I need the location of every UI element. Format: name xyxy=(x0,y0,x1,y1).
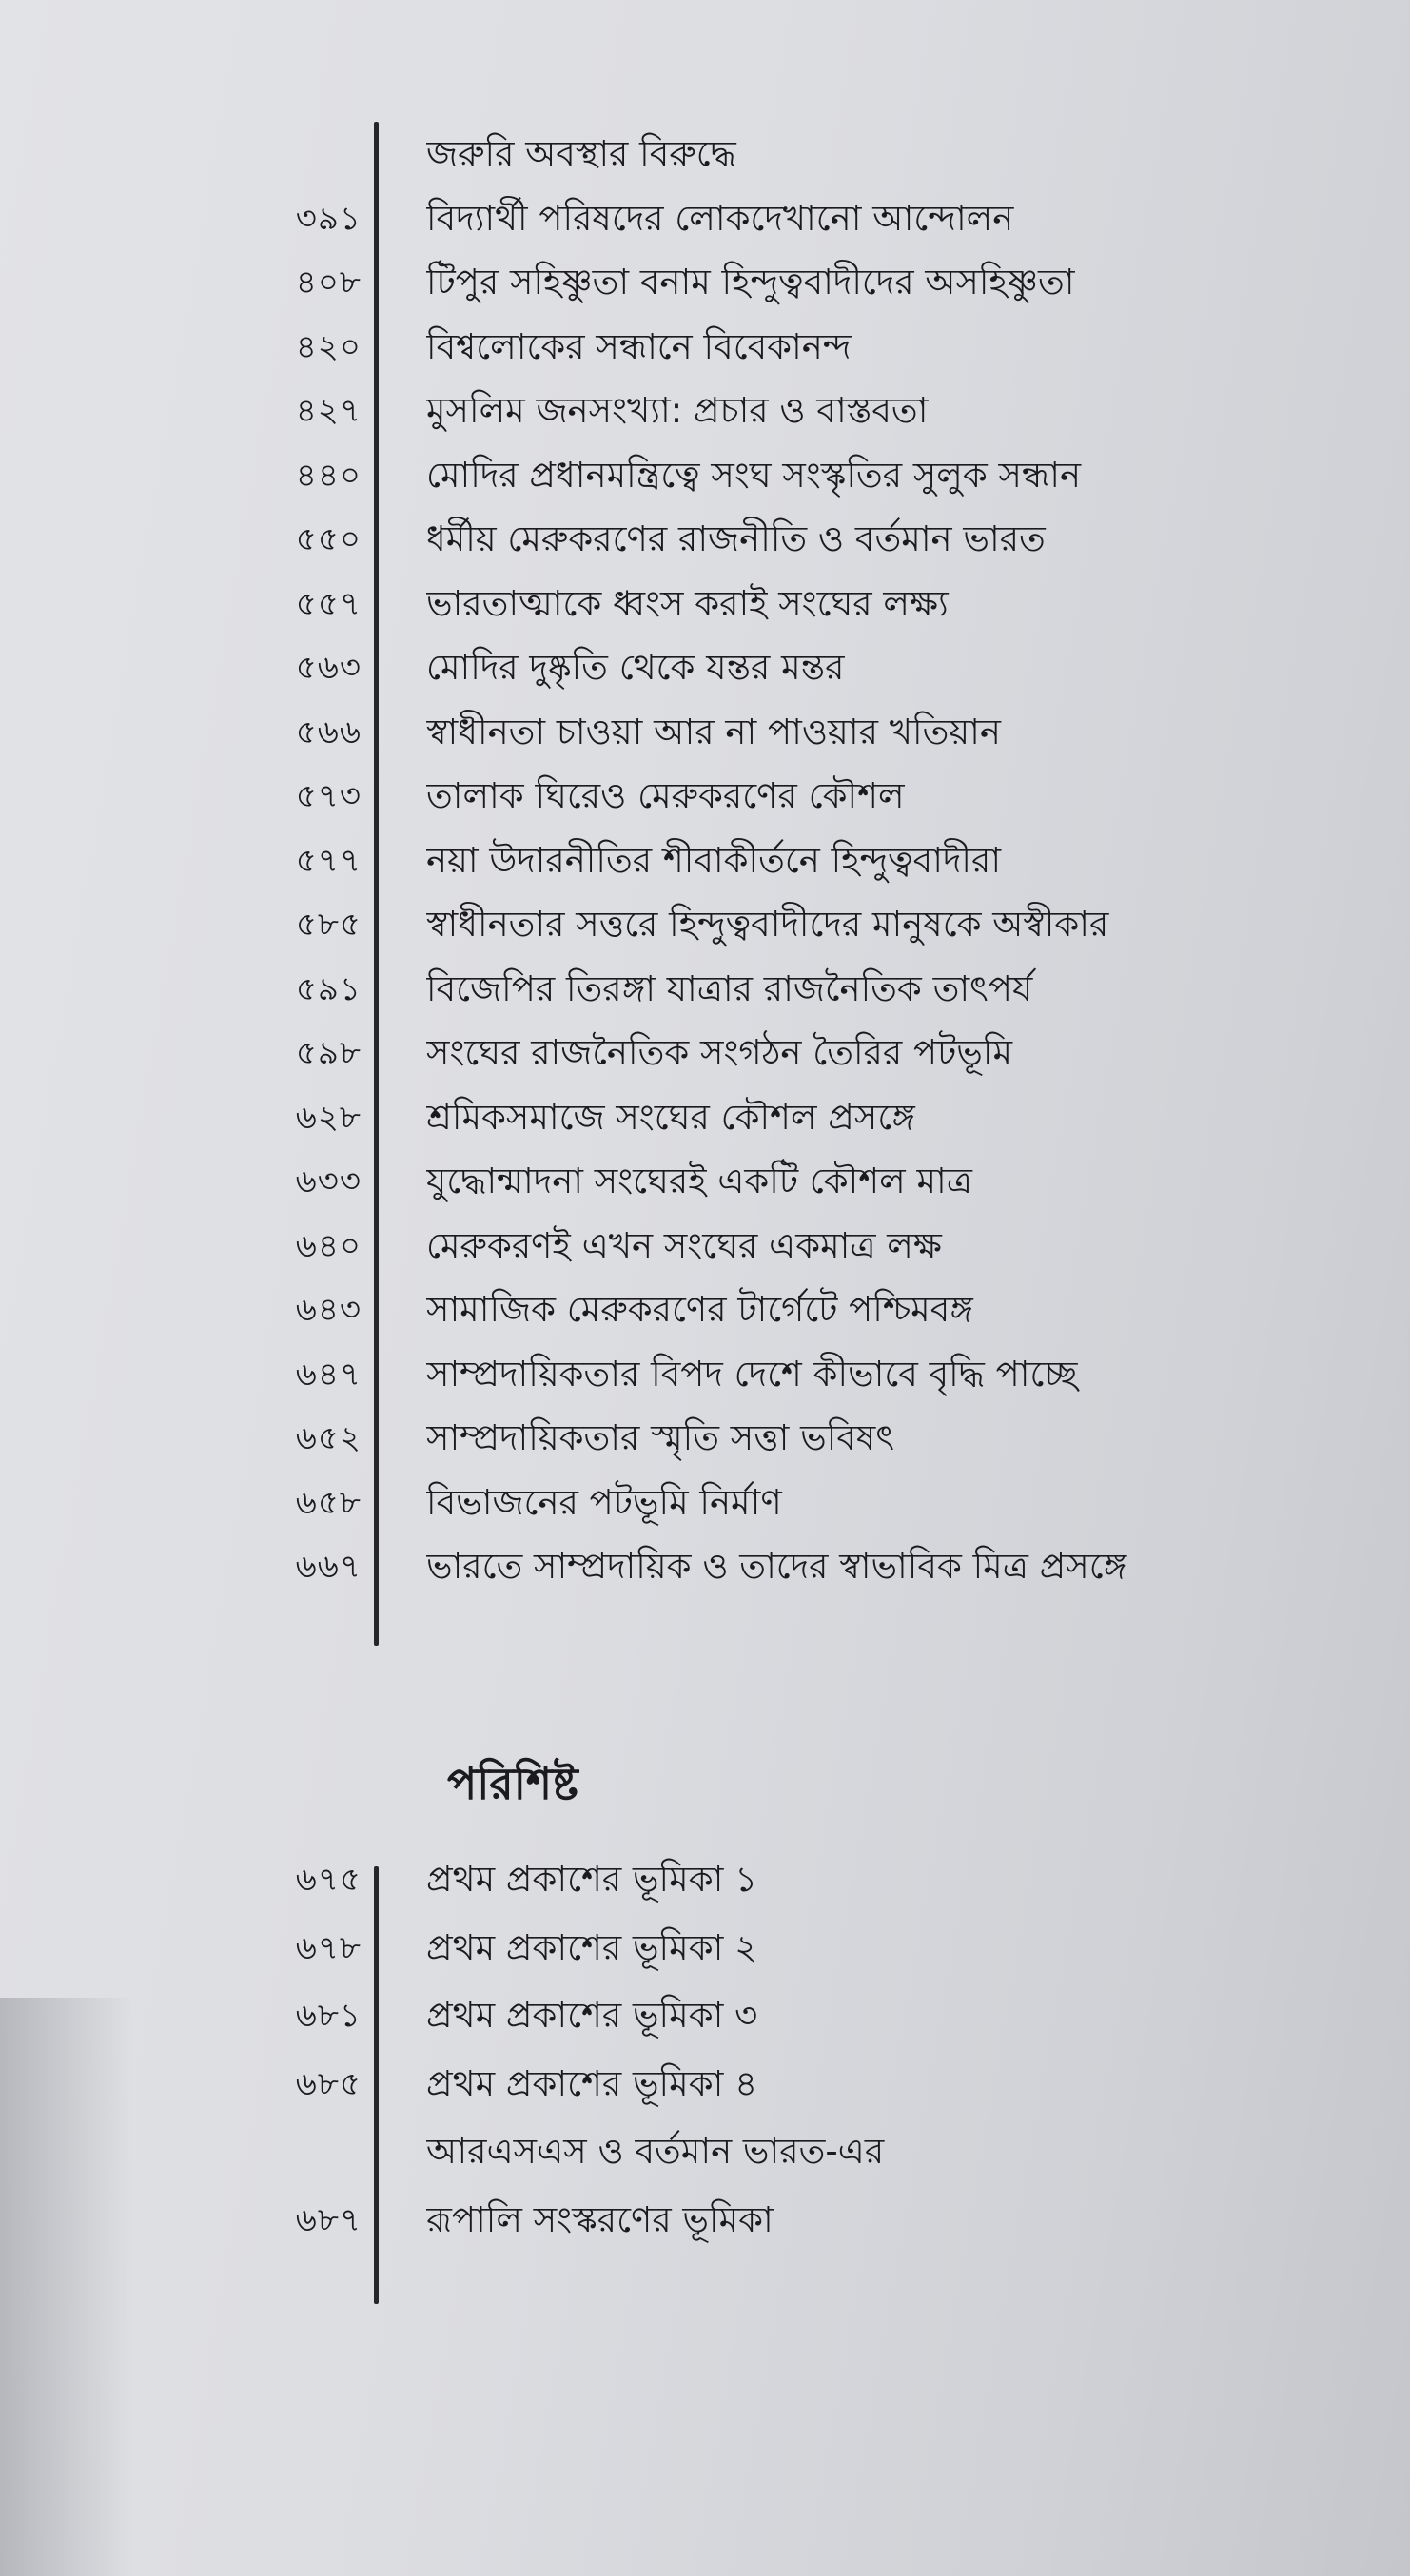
chapter-title: প্রথম প্রকাশের ভূমিকা ২ xyxy=(426,1926,758,1968)
toc-entry xyxy=(0,1536,1410,1597)
toc-entry xyxy=(0,2054,1410,2115)
chapter-title: ধর্মীয় মেরুকরণের রাজনীতি ও বর্তমান ভারত xyxy=(426,518,1046,559)
page-number: ৪২৭ xyxy=(295,392,362,430)
page-number: ৫৭৭ xyxy=(295,841,362,880)
toc-entry xyxy=(0,637,1410,698)
toc-entry xyxy=(0,2121,1410,2182)
chapter-title: যুদ্ধোন্মাদনা সংঘেরই একটি কৌশল মাত্র xyxy=(426,1161,972,1201)
page-number: ৬৪৭ xyxy=(295,1355,362,1394)
chapter-title: ভারতাত্মাকে ধ্বংস করাই সংঘের লক্ষ্য xyxy=(426,582,949,624)
page-number: ৫৬৬ xyxy=(295,712,362,751)
toc-entry xyxy=(0,252,1410,313)
toc-entry xyxy=(0,1087,1410,1148)
toc-entry xyxy=(0,1918,1410,1979)
page-number: ৬৫২ xyxy=(295,1419,362,1457)
chapter-title: আরএসএস ও বর্তমান ভারত-এর xyxy=(426,2131,885,2172)
chapter-title: জরুরি অবস্থার বিরুদ্ধে xyxy=(426,133,736,174)
chapter-title: বিভাজনের পটভূমি নির্মাণ xyxy=(426,1481,782,1523)
chapter-title: মুসলিম জনসংখ্যা: প্রচার ও বাস্তবতা xyxy=(426,390,929,431)
chapter-title: প্রথম প্রকাশের ভূমিকা ১ xyxy=(426,1859,758,1900)
chapter-title: স্বাধীনতা চাওয়া আর না পাওয়ার খতিয়ান xyxy=(426,711,1001,752)
toc-entry xyxy=(0,894,1410,955)
chapter-title: সংঘের রাজনৈতিক সংগঠন তৈরির পটভূমি xyxy=(426,1032,1012,1073)
toc-entry xyxy=(0,124,1410,185)
page-number: ৫৮৫ xyxy=(295,906,362,944)
page-number: ৫৫০ xyxy=(295,520,362,558)
toc-entry xyxy=(0,188,1410,249)
toc-entry xyxy=(0,574,1410,634)
page-number: ৬৮১ xyxy=(295,1997,362,2035)
page-number: ৬৩৩ xyxy=(295,1162,362,1200)
toc-entry xyxy=(0,702,1410,763)
toc-entry xyxy=(0,317,1410,378)
chapter-title: টিপুর সহিষ্ণুতা বনাম হিন্দুত্ববাদীদের অসহিষ্ণুতা xyxy=(426,262,1075,302)
page-number: ৬৪৩ xyxy=(295,1291,362,1329)
toc-entry xyxy=(0,1473,1410,1533)
chapter-title: মোদির দুষ্কৃতি থেকে যন্তর মন্তর xyxy=(426,647,845,688)
toc-entry xyxy=(0,1849,1410,1910)
page-number: ৫৯১ xyxy=(295,969,362,1008)
toc-entry xyxy=(0,445,1410,506)
toc-entry xyxy=(0,1344,1410,1405)
page-number: ৩৯১ xyxy=(295,199,362,238)
page-number: ৬৫৮ xyxy=(295,1483,362,1522)
page-number: ৫৫৭ xyxy=(295,584,362,623)
chapter-title: বিজেপির তিরঙ্গা যাত্রার রাজনৈতিক তাৎপর্য xyxy=(426,967,1033,1009)
page-number: ৪০৮ xyxy=(295,263,362,302)
toc-entry xyxy=(0,509,1410,570)
page-number: ৪৪০ xyxy=(295,456,362,495)
chapter-title: ভারতে সাম্প্রদায়িক ও তাদের স্বাভাবিক মিত্র প্রসঙ্গে xyxy=(426,1546,1127,1587)
page-number: ৬৮৭ xyxy=(295,2200,362,2239)
toc-entry xyxy=(0,2190,1410,2251)
chapter-title: শ্রমিকসমাজে সংঘের কৌশল প্রসঙ্গে xyxy=(426,1096,915,1138)
chapter-title: মেরুকরণই এখন সংঘের একমাত্র লক্ষ xyxy=(426,1224,942,1266)
page-number: ৫৯৮ xyxy=(295,1034,362,1072)
toc-entry xyxy=(0,766,1410,827)
toc-entry xyxy=(0,830,1410,891)
toc-entry xyxy=(0,1408,1410,1469)
page-number: ৬৬৭ xyxy=(295,1548,362,1586)
appendix-heading: পরিশিষ্ট xyxy=(447,1758,578,1809)
page-number: ৫৬৩ xyxy=(295,649,362,687)
toc-entry xyxy=(0,1985,1410,2046)
page-number: ৬৭৮ xyxy=(295,1928,362,1967)
chapter-title: স্বাধীনতার সত্তরে হিন্দুত্ববাদীদের মানুষকে অস্বীকার xyxy=(426,904,1109,945)
chapter-title: রূপালি সংস্করণের ভূমিকা xyxy=(426,2198,774,2240)
toc-entry xyxy=(0,381,1410,441)
page-number: ৫৭৩ xyxy=(295,777,362,815)
chapter-title: সাম্প্রদায়িকতার স্মৃতি সত্তা ভবিষৎ xyxy=(426,1417,895,1458)
chapter-title: বিশ্বলোকের সন্ধানে বিবেকানন্দ xyxy=(426,325,852,367)
toc-entry xyxy=(0,959,1410,1020)
chapter-title: সামাজিক মেরুকরণের টার্গেটে পশ্চিমবঙ্গ xyxy=(426,1289,973,1330)
chapter-title: প্রথম প্রকাশের ভূমিকা ৩ xyxy=(426,1995,758,2036)
page-number: ৬২৮ xyxy=(295,1098,362,1137)
chapter-title: বিদ্যার্থী পরিষদের লোকদেখানো আন্দোলন xyxy=(426,197,1014,239)
chapter-title: নয়া উদারনীতির শীবাকীর্তনে হিন্দুত্ববাদীরা xyxy=(426,839,1002,881)
chapter-title: তালাক ঘিরেও মেরুকরণের কৌশল xyxy=(426,775,905,816)
toc-entry xyxy=(0,1216,1410,1277)
chapter-title: মোদির প্রধানমন্ত্রিত্বে সংঘ সংস্কৃতির সুলুক সন্ধান xyxy=(426,454,1082,496)
toc-entry xyxy=(0,1279,1410,1340)
toc-entry xyxy=(0,1151,1410,1212)
page-number: ৪২০ xyxy=(295,327,362,366)
toc-entry xyxy=(0,1023,1410,1083)
page-number: ৬৮৫ xyxy=(295,2064,362,2103)
page-number: ৬৪০ xyxy=(295,1226,362,1265)
page-number: ৬৭৫ xyxy=(295,1861,362,1899)
chapter-title: সাম্প্রদায়িকতার বিপদ দেশে কীভাবে বৃদ্ধি পাচ্ছে xyxy=(426,1353,1078,1395)
chapter-title: প্রথম প্রকাশের ভূমিকা ৪ xyxy=(426,2062,758,2104)
